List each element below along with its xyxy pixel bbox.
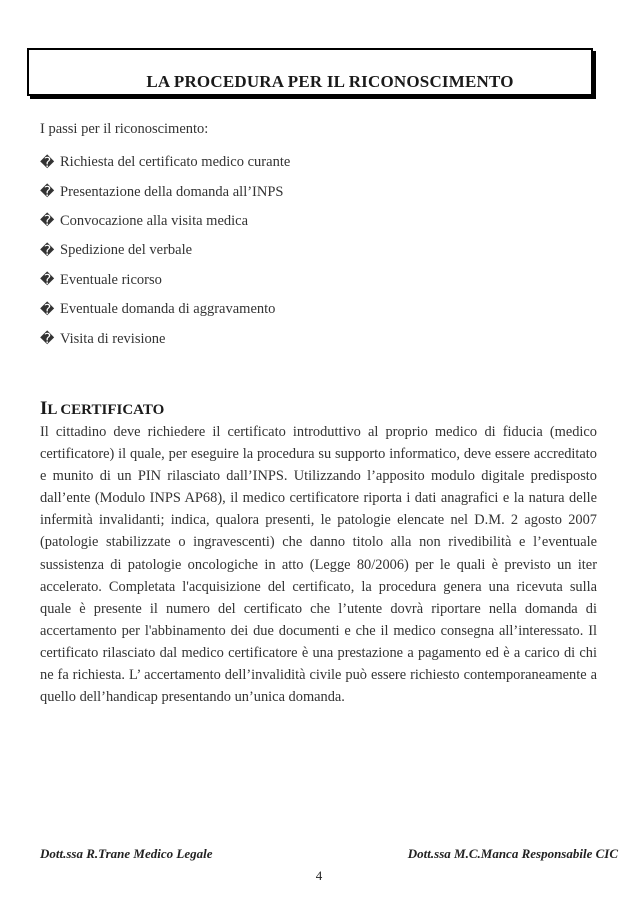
list-item <box>40 295 290 324</box>
bullet-icon: � <box>40 331 55 348</box>
section-title-initial: I <box>40 398 48 419</box>
step-label: Convocazione alla visita medica <box>60 212 249 229</box>
page-number: 4 <box>315 868 323 883</box>
step-label: Eventuale domanda di aggravamento <box>60 301 276 318</box>
list-item <box>40 207 290 236</box>
intro-text: I passi per il riconoscimento: <box>40 121 209 137</box>
section-title-rest: L CERTIFICATO <box>47 402 165 418</box>
bullet-icon: � <box>40 272 55 289</box>
list-item <box>40 324 290 353</box>
page-title: LA PROCEDURA PER IL RICONOSCIMENTO <box>146 72 514 91</box>
footer-left: Dott.ssa R.Trane Medico Legale <box>40 846 213 861</box>
step-label: Eventuale ricorso <box>60 271 162 288</box>
list-item <box>40 177 290 206</box>
step-label: Spedizione del verbale <box>60 242 193 259</box>
bullet-icon: � <box>40 242 55 259</box>
list-item <box>40 148 290 177</box>
steps-list <box>40 148 290 354</box>
bullet-icon: � <box>40 213 55 230</box>
step-label: Visita di revisione <box>60 330 166 347</box>
title-box <box>27 48 593 96</box>
step-label: Presentazione della domanda all’INPS <box>60 183 284 200</box>
list-item <box>40 236 290 265</box>
list-item <box>40 266 290 295</box>
section-title <box>40 398 164 420</box>
section-body: Il cittadino deve richiedere il certificato introduttivo al proprio medico di fiducia (medico certificatore) il quale, per eseguire la procedura su supporto informatico, deve essere accreditato e munito di un PIN rilasciato dall’INPS. Utilizzando l’apposito modulo digitale predisposto dall’ente (Modulo INPS AP68), il medico certificatore riporta i dati anagrafici e la natura delle infermità invalidanti; indica, qualora presenti, le patologie elencate nel D.M. 2 agosto 2007 (patologie stabilizzate o ingravescenti) che danno titolo alla non rivedibilità e l’eventuale sussistenza di patologie oncologiche in atto (Legge 80/2006) per le quali è previsto un iter accelerato. Completata l'acquisizione del certificato, la procedura genera una ricevuta sulla quale è presente il numero del certificato che l’utente dovrà riportare nella domanda di accertamento per l'abbinamento dei due documenti e che il medico consegna all’interessato. Il certificato rilasciato dal medico certificatore è una prestazione a pagamento ed è a carico di chi ne fa richiesta. L’ accertamento dell’invalidità civile può essere richiesto contemporaneamente a quello dell’handicap presentando un’unica domanda. <box>40 424 597 706</box>
bullet-icon: � <box>40 184 55 201</box>
bullet-icon: � <box>40 154 55 171</box>
step-label: Richiesta del certificato medico curante <box>60 154 291 171</box>
footer-right: Dott.ssa M.C.Manca Responsabile CIC <box>407 846 618 861</box>
bullet-icon: � <box>40 301 55 318</box>
